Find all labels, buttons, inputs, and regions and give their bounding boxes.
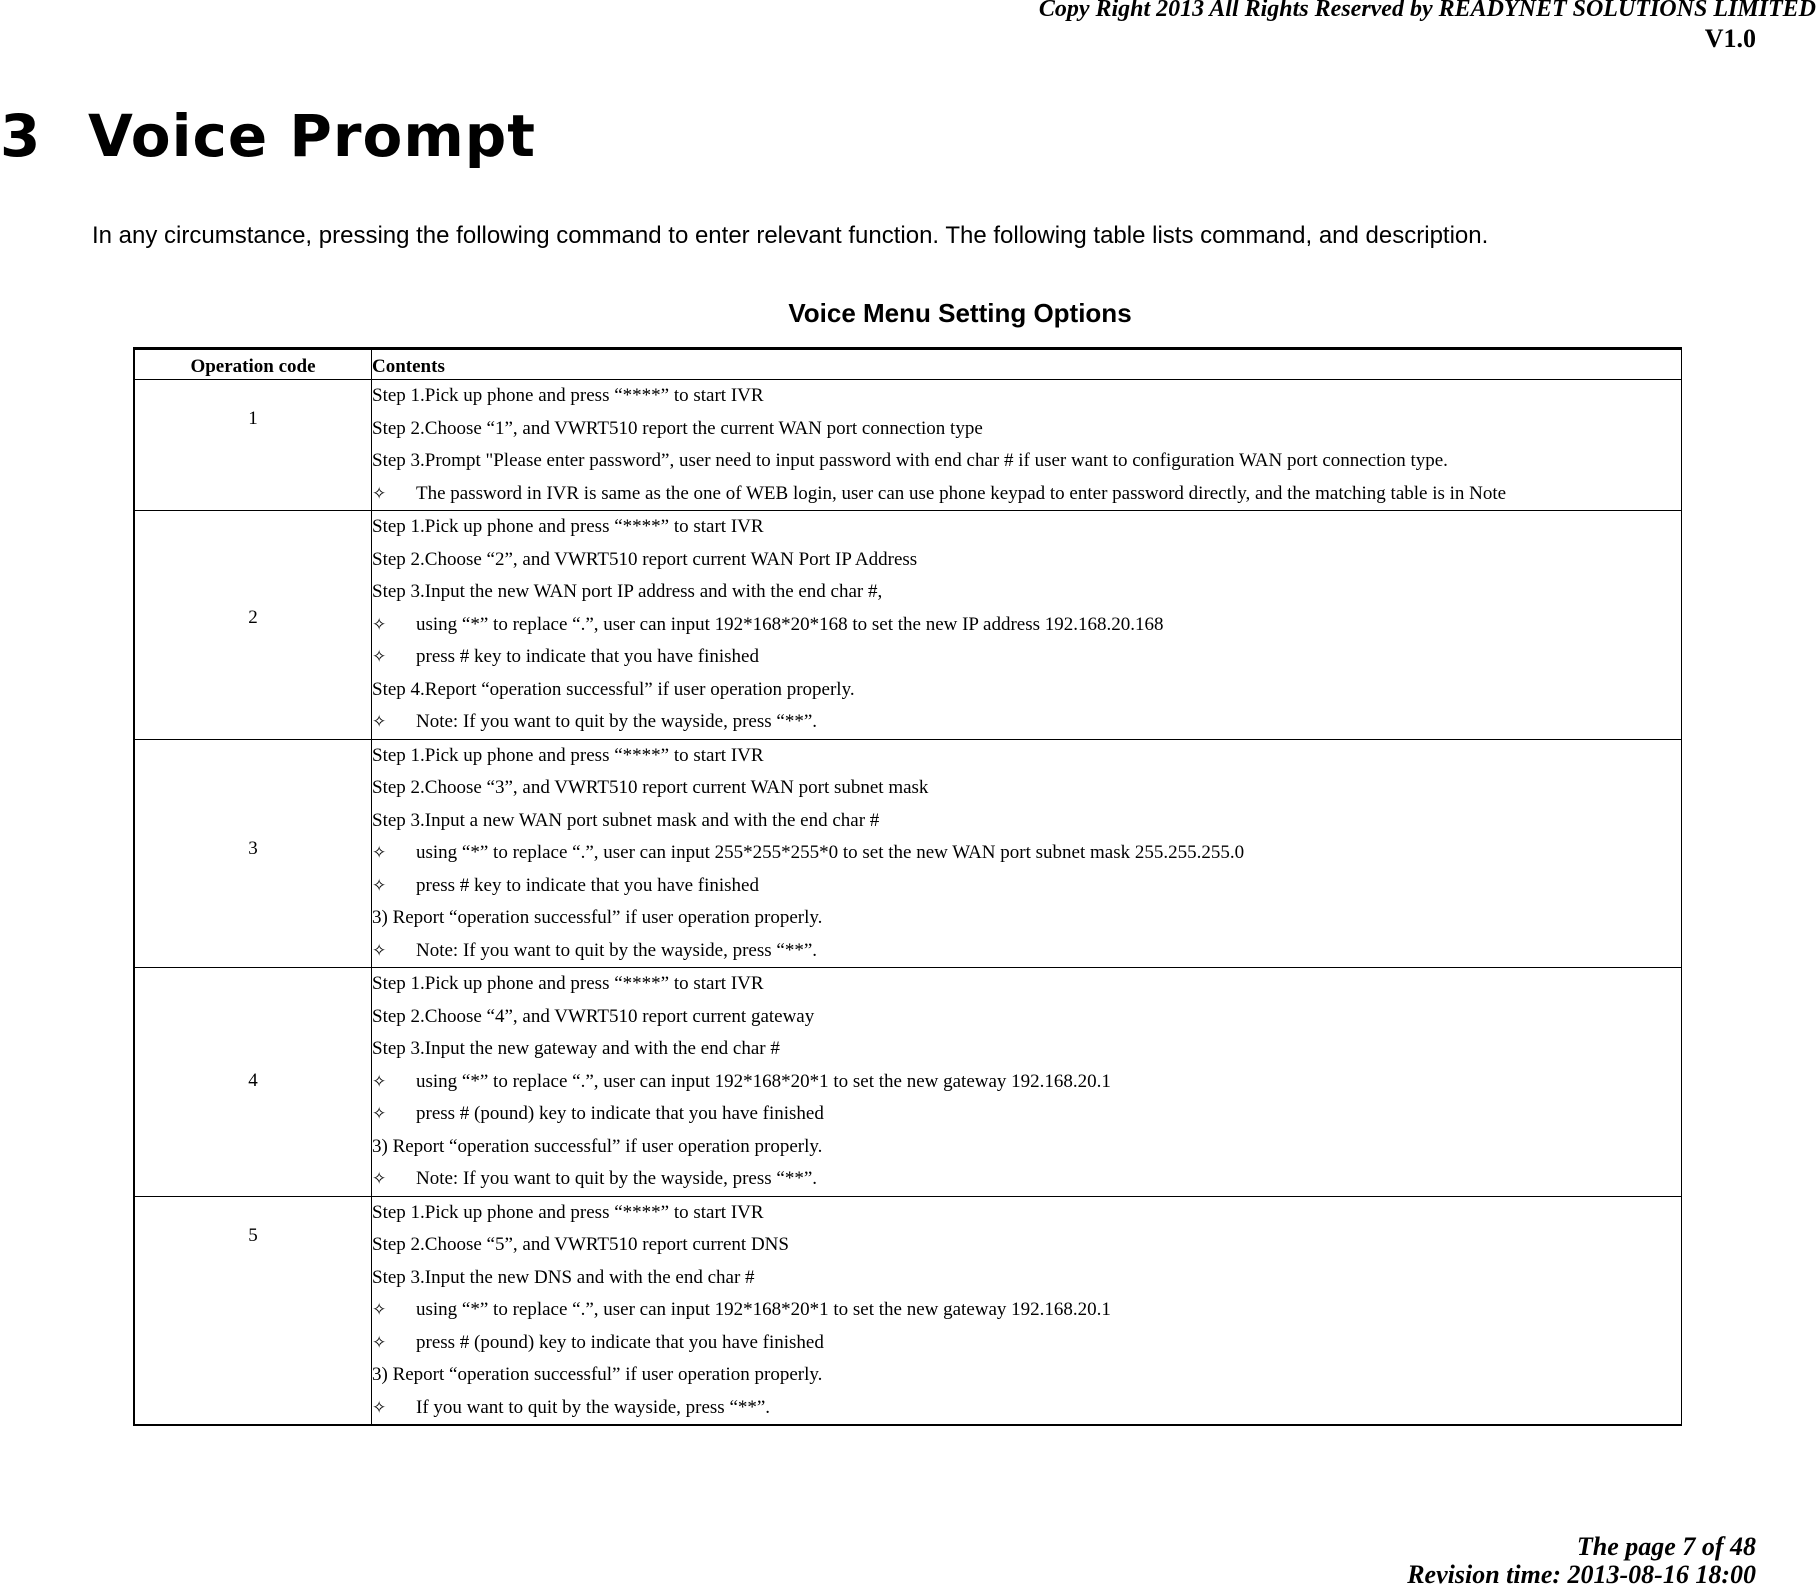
table-row xyxy=(134,380,1682,511)
operation-code-cell xyxy=(134,380,372,511)
contents-cell xyxy=(372,511,1682,740)
bullet-line xyxy=(372,478,1681,511)
header-contents: Contents xyxy=(372,349,1682,380)
diamond-bullet-icon: ✧ xyxy=(372,1169,387,1189)
bullet-text: Note: If you want to quit by the wayside, press “**”. xyxy=(416,1168,818,1189)
step-line: Step 3.Prompt "Please enter password”, user need to input password with end char # if user want to configuration WAN port connection type. xyxy=(372,450,1448,471)
bullet-line xyxy=(372,1294,1681,1327)
diamond-bullet-icon: ✧ xyxy=(372,1300,387,1320)
step-line: Step 2.Choose “3”, and VWRT510 report current WAN port subnet mask xyxy=(372,777,929,798)
table-row xyxy=(134,968,1682,1197)
footer-page-number: The page 7 of 48 xyxy=(1576,1532,1756,1561)
chapter-heading xyxy=(0,102,536,170)
bullet-line xyxy=(372,935,1681,968)
bullet-text: using “*” to replace “.”, user can input 192*168*20*168 to set the new IP address 192.168.20.168 xyxy=(416,613,1164,635)
step-line: Step 2.Choose “5”, and VWRT510 report current DNS xyxy=(372,1234,789,1255)
diamond-bullet-icon: ✧ xyxy=(372,875,387,896)
table-row xyxy=(134,511,1682,740)
step-line: Step 1.Pick up phone and press “****” to start IVR xyxy=(372,385,764,406)
header-version: V1.0 xyxy=(1704,24,1756,53)
step-line: Step 3.Input the new WAN port IP address and with the end char #, xyxy=(372,581,883,602)
bullet-line xyxy=(372,837,1681,870)
bullet-text: Note: If you want to quit by the wayside, press “**”. xyxy=(416,939,818,961)
bullet-text: using “*” to replace “.”, user can input 192*168*20*1 to set the new gateway 192.168.20.1 xyxy=(416,1070,1111,1092)
diamond-bullet-icon: ✧ xyxy=(372,483,387,504)
table-header-row xyxy=(134,349,1682,380)
diamond-bullet-icon: ✧ xyxy=(372,647,387,667)
step-line: 3) Report “operation successful” if user operation properly. xyxy=(372,1364,823,1385)
bullet-line xyxy=(372,1098,1681,1131)
operation-code-cell xyxy=(134,511,372,740)
bullet-line xyxy=(372,1392,1681,1425)
diamond-bullet-icon: ✧ xyxy=(372,843,387,863)
operation-code-cell xyxy=(134,739,372,968)
step-line: Step 4.Report “operation successful” if user operation properly. xyxy=(372,678,855,700)
bullet-text: press # (pound) key to indicate that you have finished xyxy=(416,1331,824,1353)
operation-code: 4 xyxy=(248,1070,258,1091)
intro-paragraph: In any circumstance, pressing the following command to enter relevant function. The following table lists command, and description. xyxy=(92,222,1489,249)
step-line: Step 2.Choose “2”, and VWRT510 report current WAN Port IP Address xyxy=(372,548,918,570)
bullet-text: The password in IVR is same as the one of WEB login, user can use phone keypad to enter password directly, and the matching table is in Note xyxy=(416,482,1507,504)
table-row xyxy=(134,739,1682,968)
bullet-line xyxy=(372,1066,1681,1099)
bullet-text: press # (pound) key to indicate that you have finished xyxy=(416,1103,824,1124)
operation-code-cell xyxy=(134,968,372,1197)
step-line: Step 2.Choose “4”, and VWRT510 report current gateway xyxy=(372,1005,815,1027)
operation-code: 1 xyxy=(248,408,258,429)
diamond-bullet-icon: ✧ xyxy=(372,940,387,961)
operation-code: 5 xyxy=(248,1224,258,1246)
bullet-line xyxy=(372,609,1681,642)
step-line: Step 1.Pick up phone and press “****” to start IVR xyxy=(372,744,764,766)
step-line: Step 3.Input a new WAN port subnet mask and with the end char # xyxy=(372,809,880,831)
step-line: 3) Report “operation successful” if user operation properly. xyxy=(372,1135,823,1157)
bullet-text: Note: If you want to quit by the wayside, press “**”. xyxy=(416,711,818,732)
footer-revision-time: Revision time: 2013-08-16 18:00 xyxy=(1407,1560,1756,1589)
step-line: Step 2.Choose “1”, and VWRT510 report the current WAN port connection type xyxy=(372,417,983,439)
step-line: Step 1.Pick up phone and press “****” to start IVR xyxy=(372,516,764,537)
diamond-bullet-icon: ✧ xyxy=(372,1332,387,1353)
contents-cell xyxy=(372,739,1682,968)
step-line: Step 3.Input the new DNS and with the end char # xyxy=(372,1266,755,1288)
bullet-line xyxy=(372,706,1681,739)
bullet-line xyxy=(372,1327,1681,1360)
table-row xyxy=(134,1196,1682,1425)
contents-cell xyxy=(372,380,1682,511)
step-line: 3) Report “operation successful” if user operation properly. xyxy=(372,907,823,928)
bullet-text: using “*” to replace “.”, user can input 192*168*20*1 to set the new gateway 192.168.20.1 xyxy=(416,1299,1111,1320)
bullet-text: press # key to indicate that you have finished xyxy=(416,646,759,667)
bullet-text: If you want to quit by the wayside, press “**”. xyxy=(416,1396,771,1418)
step-line: Step 3.Input the new gateway and with the end char # xyxy=(372,1038,780,1059)
step-line: Step 1.Pick up phone and press “****” to start IVR xyxy=(372,973,764,994)
header-operation-code: Operation code xyxy=(134,349,372,380)
table-caption: Voice Menu Setting Options xyxy=(788,298,1132,328)
operation-code: 3 xyxy=(248,837,258,859)
contents-cell xyxy=(372,1196,1682,1425)
chapter-title: Voice Prompt xyxy=(88,102,536,170)
diamond-bullet-icon: ✧ xyxy=(372,614,387,635)
contents-cell xyxy=(372,968,1682,1197)
header-copyright: Copy Right 2013 All Rights Reserved by READYNET SOLUTIONS LIMITED xyxy=(1038,0,1816,22)
bullet-text: press # key to indicate that you have finished xyxy=(416,874,759,896)
diamond-bullet-icon: ✧ xyxy=(372,1104,387,1124)
step-line: Step 1.Pick up phone and press “****” to start IVR xyxy=(372,1201,764,1223)
operation-code-cell xyxy=(134,1196,372,1425)
diamond-bullet-icon: ✧ xyxy=(372,1071,387,1092)
bullet-text: using “*” to replace “.”, user can input 255*255*255*0 to set the new WAN port subnet mask 255.255.255.0 xyxy=(416,842,1245,863)
bullet-line xyxy=(372,870,1681,903)
chapter-number: 3 xyxy=(0,102,42,170)
diamond-bullet-icon: ✧ xyxy=(372,1397,387,1418)
bullet-line xyxy=(372,1163,1681,1196)
operation-code: 2 xyxy=(248,607,258,628)
diamond-bullet-icon: ✧ xyxy=(372,712,387,732)
voice-menu-table xyxy=(133,347,1682,1426)
bullet-line xyxy=(372,641,1681,674)
